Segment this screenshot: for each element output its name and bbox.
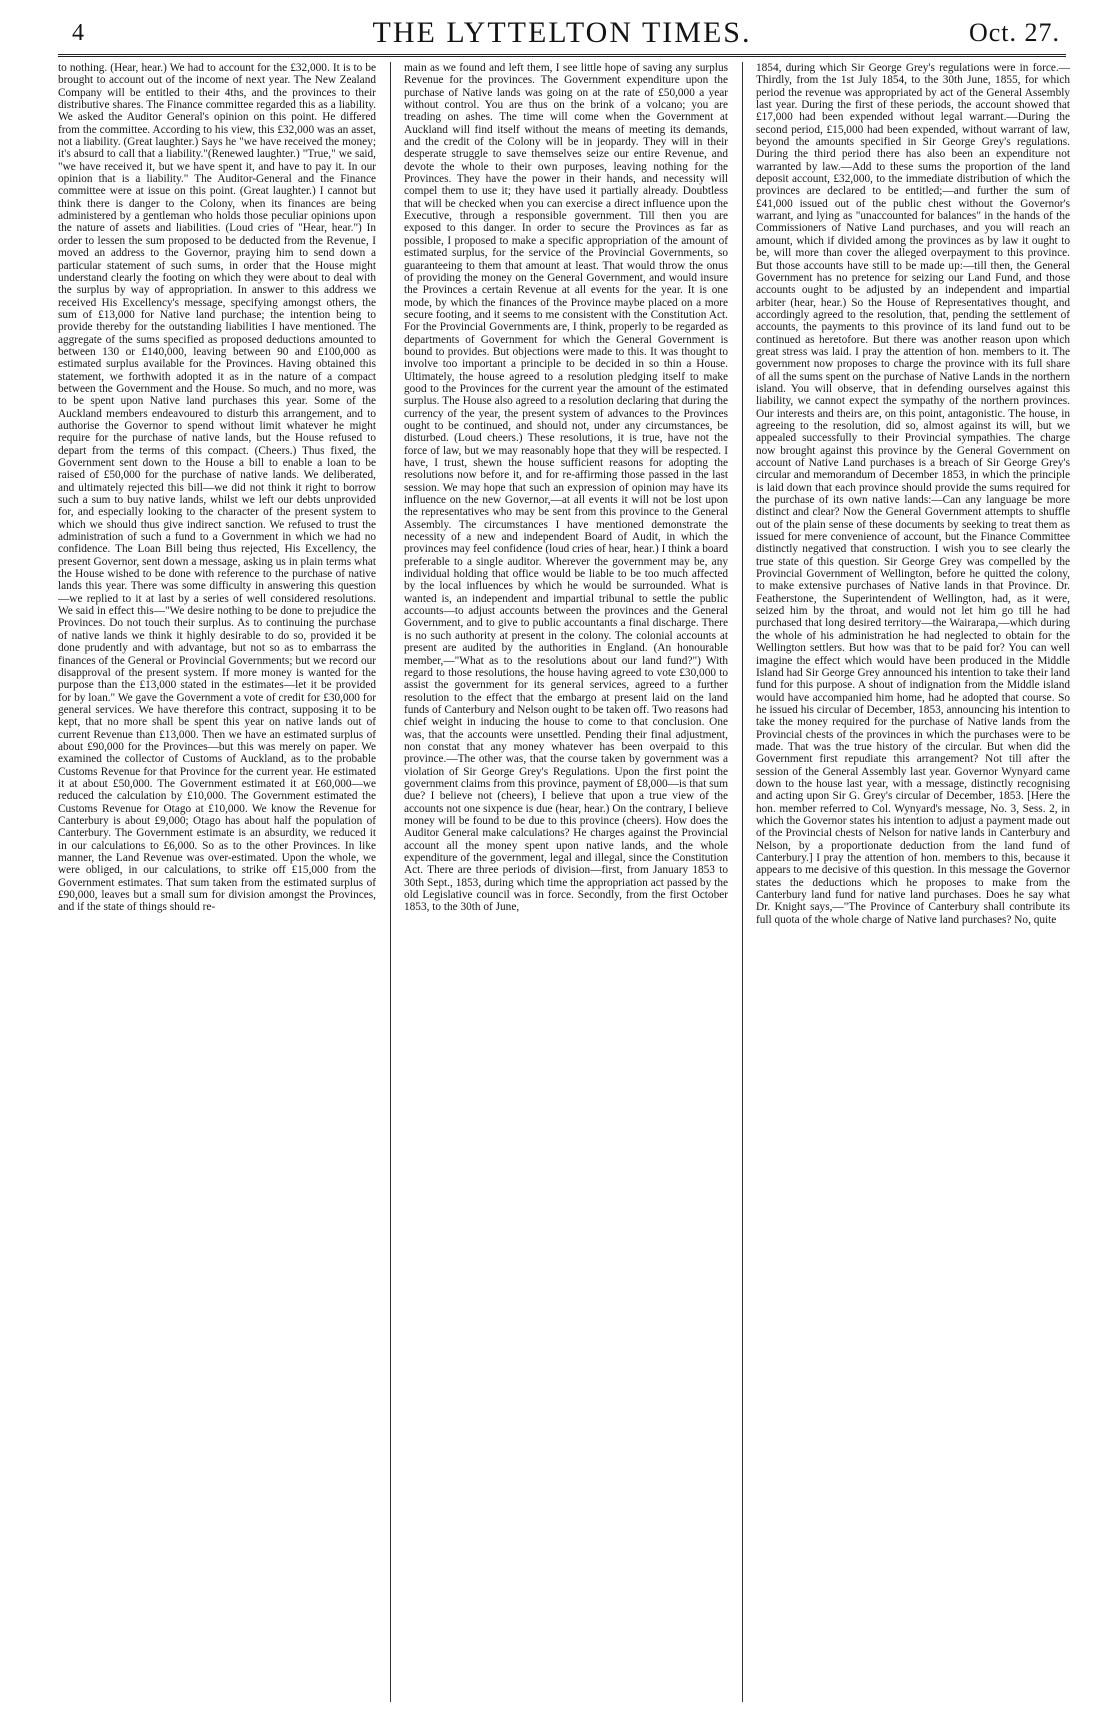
article-body: [58, 62, 1070, 1702]
text-column-3: [756, 62, 1070, 1700]
column-divider: [742, 62, 743, 1702]
newspaper-title: THE LYTTELTON TIMES.: [372, 16, 752, 49]
issue-date: Oct. 27.: [968, 18, 1060, 47]
column-1-text: to nothing. (Hear, hear.) We had to account for the £32,000. It is to be brought to account out of the income of next year. The New Zealand Company will be entitled to their 4ths, and the provinces to their distributive shares. The Finance committee regarded this as a liability. We asked the Auditor General's opinion on this point. He differed from the committee. According to his view, this £32,000 was an asset, not a liability. (Great laughter.) Says he "we have received the money; it's absurd to call that a liability."(Renewed laughter.) "True," we said, "we have received it, but we have spent it, and have to pay it. In our opinion that is a liability." The Auditor-General and the Finance committee were at issue on this point. (Great laughter.) I cannot but think there is danger to the Colony, when its finances are being administered by a gentleman who holds those peculiar opinions upon the nature of assets and liabilities. (Loud cries of "Hear, hear.") In order to lessen the sum proposed to be deducted from the Revenue, I moved an address to the Governor, praying him to send down a particular statement of such sums, in order that the House might understand clearly the footing on which they were about to deal with the surplus by way of appropriation. In answer to this address we received His Excellency's message, specifying amongst others, the sum of £13,000 for Native land purchase; the intention being to provide thereby for the outstanding liabilities I have mentioned. The aggregate of the sums specified as proposed deductions amounted to between 130 or £140,000, leaving between 90 and £100,000 as estimated surplus available for the Provinces. Having obtained this statement, we forthwith adopted it as in the nature of a compact between the Government and the House. So much, and no more, was to be spent upon Native land purchases this year. Some of the Auckland members endeavoured to disturb this arrangement, and to authorise the Governor to spend without limit whatever he might require for the purchase of native lands, but the House refused to depart from the terms of this compact. (Cheers.) Thus fixed, the Government sent down to the House a bill to enable a loan to be raised of £50,000 for the purchase of native lands. We deliberated, and ultimately rejected this bill—we did not think it right to borrow such a sum to buy native lands, whilst we left our debts unprovided for, and especially looking to the character of the present system to which we should thus give indirect sanction. We refused to trust the administration of such a fund to a Government in which we had no confidence. The Loan Bill being thus rejected, His Excellency, the present Governor, sent down a message, asking us in plain terms what the House wished to be done with reference to the purchase of native lands this year. There was some difficulty in answering this question—we replied to it at last by a series of well considered resolutions. We said in effect this—"We desire nothing to be done to prejudice the Provinces. Do not touch their surplus. As to continuing the purchase of native lands we think it highly desirable to do so, provided it be done prudently and with advantage, but not so as to embarrass the finances of the General or Provincial Governments; but we record our disapproval of the present system. If more money is wanted for the purpose than the £13,000 stated in the estimates—let it be provided for by loan." We gave the Government a vote of credit for £30,000 for general services. We have therefore this contract, supposing it to be kept, that no more shall be spent this year on native lands out of current Revenue than £13,000. Then we have an estimated surplus of about £90,000 for the Provinces—but this was merely on paper. We examined the collector of Customs of Auckland, as to the probable Customs Revenue for that Province for the current year. He estimated it at about £50,000. The Government estimated it at £60,000—we reduced the calculation by £10,000. The Government estimated the Customs Revenue for Otago at £10,000. We know the Revenue for Canterbury is about £9,000; Otago has about half the population of Canterbury. The Government estimate is an absurdity, we reduced it in our calculations to £6,000. So as to the other Provinces. In like manner, the Land Revenue was over-estimated. Upon the whole, we were obliged, in our calculations, to strike off £15,000 from the Government estimates. That sum taken from the estimated surplus of £90,000, leaves but a small sum for division amongst the Provinces, and if the state of things should re-: [58, 62, 376, 914]
column-divider: [390, 62, 391, 1702]
page-number: 4: [72, 20, 84, 46]
column-2-text: main as we found and left them, I see little hope of saving any surplus Revenue for the provinces. The Government expenditure upon the purchase of Native lands was going on at the rate of £50,000 a year without control. You are thus on the brink of a volcano; you are treading on ashes. The time will come when the Government at Auckland will find itself without the means of meeting its demands, and the credit of the Colony will be in jeopardy. They will in their desperate struggle to save themselves seize our entire Revenue, and devote the whole to their own purposes, leaving nothing for the Provinces. They have the power in their hands, and necessity will compel them to use it; they have used it partially already. Doubtless that will be checked when you can exercise a direct influence upon the Executive, through a responsible government. Till then you are exposed to this danger. In order to secure the Provinces as far as possible, I proposed to make a specific appropriation of the amount of estimated surplus, for the service of the Provincial Governments, so guaranteeing to them that amount at least. That would throw the onus of providing the money on the General Government, and would insure the Provinces a certain Revenue at all events for the year. It is one mode, by which the finances of the Province maybe placed on a more secure footing, and it seems to me consistent with the Constitution Act. For the Provincial Governments are, I think, properly to be regarded as departments of Government for which the General Government is bound to provides. But objections were made to this. It was thought to involve too important a principle to be decided in so thin a House. Ultimately, the house agreed to a resolution pledging itself to make good to the Provinces for the current year the amount of the estimated surplus. The House also agreed to a resolution declaring that during the currency of the year, the present system of advances to the Provinces ought to be continued, and should not, under any circumstances, be disturbed. (Loud cheers.) These resolutions, it is true, have not the force of law, but we may reasonably hope that they will be respected. I have, I trust, shewn the house sufficient reasons for adopting the resolutions now before it, and for re-affirming those passed in the last session. We may hope that such an expression of opinion may have its influence on the new Governor,—at all events it will not be lost upon the representatives who may be sent from this province to the General Assembly. The circumstances I have mentioned demonstrate the necessity of a new and independent Board of Audit, in which the provinces may feel confidence (loud cries of hear, hear.) I think a board preferable to a single auditor. Wherever the government may be, any individual holding that office would be liable to be too much affected by the local influences by which he would be surrounded. What is wanted is, an independent and impartial tribunal to settle the public accounts—to adjust accounts between the provinces and the General Government, and to give to public accountants a final discharge. There is no such authority at present in the colony. The colonial accounts at present are audited by the authorities in England. (An honourable member,—"What as to the resolutions about our land fund?") With regard to those resolutions, the house having agreed to vote £30,000 to assist the government for its general services, agreed to a further resolution to the effect that the embargo at present laid on the land funds of Canterbury and Nelson ought to be taken off. Two reasons had chief weight in inducing the house to come to that conclusion. One was, that the accounts were unsettled. Pending their final adjustment, non constat that any money whatever has been overpaid to this province.—The other was, that the course taken by government was a violation of Sir George Grey's Regulations. Upon the first point the government claims from this province, payment of £8,000—is that sum due? I believe not (cheers), I believe that upon a true view of the accounts not one sixpence is due (hear, hear.) On the contrary, I believe money will be found to be due to this province (cheers). How does the Auditor General make calculations? He charges against the Provincial account all the money spent upon native lands, and the whole expenditure of the government, legal and illegal, since the Constitution Act. There are three periods of division—first, from January 1853 to 30th Sept., 1853, during which time the appropriation act passed by the old Legislative council was in force. Secondly, from the first October 1853, to the 30th of June,: [404, 62, 728, 914]
column-3-text: 1854, during which Sir George Grey's regulations were in force.—Thirdly, from the 1st July 1854, to the 30th June, 1855, for which period the revenue was appropriated by act of the General Assembly last year. During the first of these periods, the account showed that £17,000 had been expended without legal warrant.—During the second period, £15,000 had been expended, without warrant of law, beyond the amounts specified in Sir George Grey's regulations. During the third period there has also been an expenditure not warranted by law.—Add to these sums the proportion of the land deposit account, £32,000, to the immediate distribution of which the provinces are declared to be entitled;—and further the sum of £41,000 issued out of the public chest without the Governor's warrant, and lying as "unaccounted for balances" in the hands of the Commissioners of Native Land purchases, and you will reach an amount, which if divided among the provinces as by law it ought to be, will more than cover the alleged overpayment to this province. But those accounts have still to be made up:—till then, the General Government has no pretence for seizing our Land Fund, and those accounts ought to be adjusted by an independent and impartial arbiter (hear, hear.) So the House of Representatives thought, and accordingly agreed to the resolution, that, pending the settlement of accounts, the payments to this province of its land fund out to be continued as heretofore. But there was another reason upon which great stress was laid. I pray the attention of hon. members to it. The government now proposes to charge the province with its full share of all the sums spent on the purchase of Native Lands in the northern island. You will observe, that in defending ourselves against this liability, we cannot expect the sympathy of the northern provinces. Our interests and theirs are, on this point, antagonistic. The house, in agreeing to the resolution, did so, almost against its will, but we appealed successfully to their Provincial sympathies. The charge now brought against this province by the General Government on account of Native Land purchases is a breach of Sir George Grey's circular and memorandum of December 1853, in which the principle is laid down that each province should provide the sums required for the purchase of its own native lands:—Can any language be more distinct and clear? Now the General Government attempts to shuffle out of the plain sense of these documents by seeking to treat them as issued for mere convenience of account, but the Finance Committee distinctly negatived that construction. I wish you to see clearly the true state of this question. Sir George Grey was compelled by the Provincial Government of Wellington, before he quitted the colony, to make extensive purchases of Native lands in that Province. Dr. Featherstone, the Superintendent of Wellington, had, as it were, seized him by the throat, and would not let him go till he had purchased that long desired territory—the Wairarapa,—which during the whole of his administration he had neglected to obtain for the Wellington settlers. But how was that to be paid for? You can well imagine the effect which would have been produced in the Middle Island had Sir George Grey announced his intention to take their land fund for this purpose. A shout of indignation from the Middle island would have accompanied him home, had he adopted that course. So he issued his circular of December, 1853, announcing his intention to take the money required for the purchase of Native lands from the Provincial chests of the provinces in which the purchases were to be made. That was the true history of the circular. But when did the Government first repudiate this arrangement? Not till after the session of the General Assembly last year. Governor Wynyard came down to the house last year, with a message, distinctly recognising and acting upon Sir G. Grey's circular of December, 1853. [Here the hon. member referred to Col. Wynyard's message, No. 3, Sess. 2, in which the Governor states his intention to adjust a payment made out of the Provincial chests of Nelson for native lands in Canterbury and Nelson, by a proportionate deduction from the land fund of Canterbury.] I pray the attention of hon. members to this, because it appears to me decisive of this question. In this message the Governor states the deductions which he proposes to make from the Canterbury land fund for native land purchases. Does he say what Dr. Knight says,—"The Province of Canterbury shall contribute its full quota of the whole charge of Native land purchases? No, quite: [756, 62, 1070, 926]
text-column-2: [404, 62, 728, 1700]
masthead: [58, 12, 1066, 57]
text-column-1: [58, 62, 376, 1700]
